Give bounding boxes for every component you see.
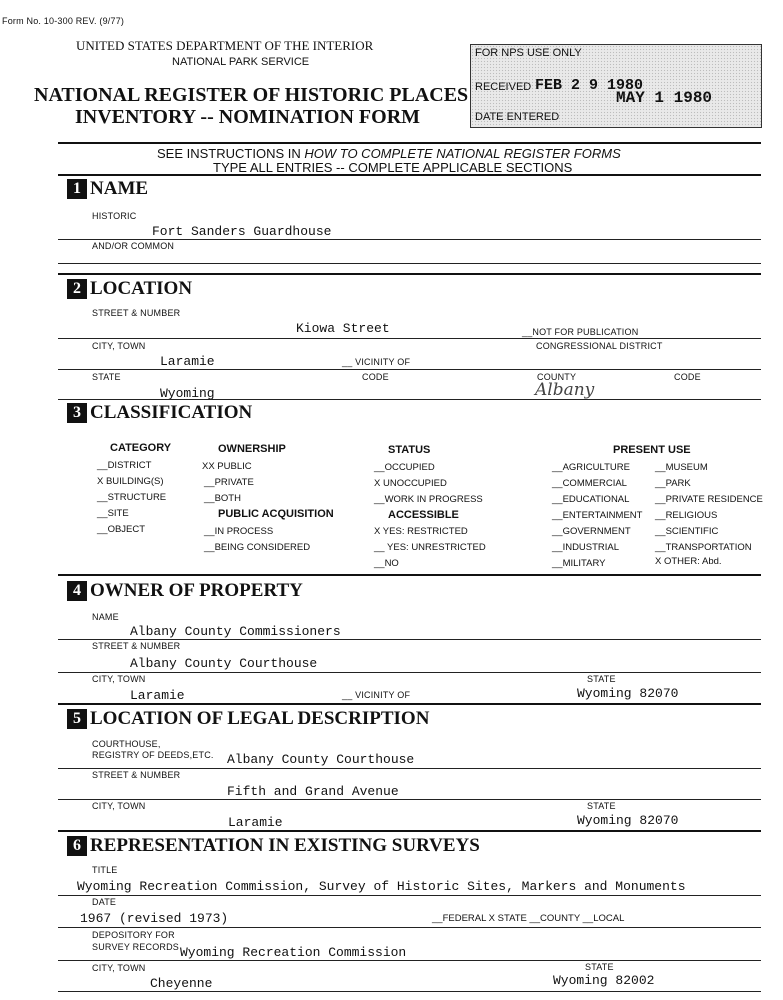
use-option: __COMMERCIAL [552,478,627,489]
field-line [58,399,761,400]
owner-city-value: Laramie [130,688,185,703]
use-option: __INDUSTRIAL [552,542,620,553]
use-option: __GOVERNMENT [552,526,631,537]
section-4-title: OWNER OF PROPERTY [90,580,303,601]
use-option: __AGRICULTURE [552,462,630,473]
use-option: __TRANSPORTATION [655,542,752,553]
field-line [58,927,761,928]
use-option: __EDUCATIONAL [552,494,630,505]
vicinity-label: __ VICINITY OF [342,357,411,367]
accessible-option: __NO [374,558,399,569]
common-label: AND/OR COMMON [92,241,175,251]
field-line [58,895,761,896]
city-label: CITY, TOWN [92,341,146,351]
section-3-title: CLASSIFICATION [90,402,253,423]
section-5-number: 5 [67,709,87,729]
street-value: Kiowa Street [296,321,390,336]
section-1-title: NAME [90,178,149,199]
section-1-number: 1 [67,179,87,199]
accessible-heading: ACCESSIBLE [388,509,459,521]
courthouse-value: Albany County Courthouse [227,752,415,767]
field-line [58,639,761,640]
state-value: Wyoming [160,386,215,401]
registry-label: REGISTRY OF DEEDS,ETC. [92,750,214,760]
divider [58,703,761,705]
field-line [58,672,761,673]
form-title-line1: NATIONAL REGISTER OF HISTORIC PLACES [34,84,469,106]
received-label: RECEIVED [475,81,532,93]
legal-street-label: STREET & NUMBER [92,770,181,780]
nps-box-label: FOR NPS USE ONLY [475,47,582,59]
divider [58,830,761,832]
department-name: UNITED STATES DEPARTMENT OF THE INTERIOR [76,38,374,53]
field-line [58,991,761,992]
legal-city-value: Laramie [228,815,283,830]
section-6-title: REPRESENTATION IN EXISTING SURVEYS [90,835,480,856]
accessible-option: X YES: RESTRICTED [374,526,468,537]
category-option: __DISTRICT [97,460,152,471]
ownership-option: __BOTH [204,493,241,504]
survey-title-label: TITLE [92,865,118,875]
ownership-option: __PRIVATE [204,477,254,488]
street-label: STREET & NUMBER [92,308,181,318]
depository-city-value: Cheyenne [150,976,213,991]
category-option: X BUILDING(S) [97,476,164,487]
status-heading: STATUS [388,444,431,456]
instructions-line2: TYPE ALL ENTRIES -- COMPLETE APPLICABLE SECTIONS [213,160,573,175]
instructions-line1 [157,146,621,161]
owner-state-label: STATE [587,674,616,684]
divider [58,174,761,176]
present-use-heading: PRESENT USE [613,444,691,456]
instructions-text: SEE INSTRUCTIONS IN [157,146,301,161]
accessible-option: __ YES: UNRESTRICTED [374,542,486,553]
legal-state-label: STATE [587,801,616,811]
field-line [58,799,761,800]
county-label: COUNTY [537,372,577,382]
field-line [58,239,761,240]
survey-records-label: SURVEY RECORDS [92,942,179,952]
section-5-title: LOCATION OF LEGAL DESCRIPTION [90,708,430,729]
section-4-number: 4 [67,581,87,601]
use-option: __SCIENTIFIC [655,526,719,537]
section-6-number: 6 [67,836,87,856]
status-option: X UNOCCUPIED [374,478,447,489]
field-line [58,369,761,370]
historic-value: Fort Sanders Guardhouse [152,224,332,239]
use-option: __ENTERTAINMENT [552,510,643,521]
field-line [58,768,761,769]
survey-title-value: Wyoming Recreation Commission, Survey of Historic Sites, Markers and Monuments [77,879,686,894]
use-option: __MUSEUM [655,462,708,473]
form-title-line2: INVENTORY -- NOMINATION FORM [75,106,421,128]
section-2-number: 2 [67,279,87,299]
courthouse-label: COURTHOUSE, [92,739,161,749]
ownership-heading: OWNERSHIP [218,443,286,455]
use-option-other: X OTHER: Abd. [655,556,722,567]
depository-city-label: CITY, TOWN [92,963,146,973]
status-option: __OCCUPIED [374,462,435,473]
depository-state-value: Wyoming 82002 [553,973,655,988]
legal-city-label: CITY, TOWN [92,801,146,811]
use-option: __PRIVATE RESIDENCE [655,494,763,505]
date-entered-label: DATE ENTERED [475,111,560,123]
acquisition-option: __IN PROCESS [204,526,274,537]
instructions-italic: HOW TO COMPLETE NATIONAL REGISTER FORMS [304,146,621,161]
city-value: Laramie [160,354,215,369]
owner-name-label: NAME [92,612,119,622]
ownership-option: XX PUBLIC [202,461,252,472]
divider [58,273,761,275]
code-label: CODE [362,372,389,382]
legal-state-value: Wyoming 82070 [577,813,679,828]
depository-label: DEPOSITORY FOR [92,930,175,940]
category-heading: CATEGORY [110,442,172,454]
field-line [58,960,761,961]
field-line [58,338,761,339]
received-stamp-may: MAY 1 1980 [616,89,713,107]
category-option: __OBJECT [97,524,146,535]
depository-state-label: STATE [585,962,614,972]
owner-city-label: CITY, TOWN [92,674,146,684]
owner-state-value: Wyoming 82070 [577,686,679,701]
divider [58,142,761,144]
nps-use-box [470,44,762,128]
state-label: STATE [92,372,121,382]
not-for-publication: __NOT FOR PUBLICATION [522,327,639,337]
form-number: Form No. 10-300 REV. (9/77) [2,16,125,26]
received-stamp: FEB 2 9 1980 [535,77,644,94]
use-option: __RELIGIOUS [655,510,718,521]
public-acquisition-heading: PUBLIC ACQUISITION [218,508,334,520]
owner-vicinity-label: __ VICINITY OF [342,690,411,700]
section-2-title: LOCATION [90,278,193,299]
status-option: __WORK IN PROGRESS [374,494,483,505]
category-option: __SITE [97,508,129,519]
owner-street-value: Albany County Courthouse [130,656,318,671]
historic-label: HISTORIC [92,211,137,221]
survey-date-label: DATE [92,897,117,907]
divider [58,574,761,576]
acquisition-option: __BEING CONSIDERED [204,542,311,553]
congressional-district-label: CONGRESSIONAL DISTRICT [536,341,663,351]
use-option: __MILITARY [552,558,606,569]
depository-value: Wyoming Recreation Commission [180,945,407,960]
section-3-number: 3 [67,403,87,423]
service-name: NATIONAL PARK SERVICE [172,56,310,68]
county-code-label: CODE [674,372,701,382]
survey-date-value: 1967 (revised 1973) [80,911,229,926]
owner-name-value: Albany County Commissioners [130,624,341,639]
survey-levels: __FEDERAL X STATE __COUNTY __LOCAL [432,913,625,924]
legal-street-value: Fifth and Grand Avenue [227,784,399,799]
category-option: __STRUCTURE [97,492,167,503]
field-line [58,263,761,264]
use-option: __PARK [655,478,691,489]
owner-street-label: STREET & NUMBER [92,641,181,651]
county-value-handwritten: Albany [535,380,595,400]
